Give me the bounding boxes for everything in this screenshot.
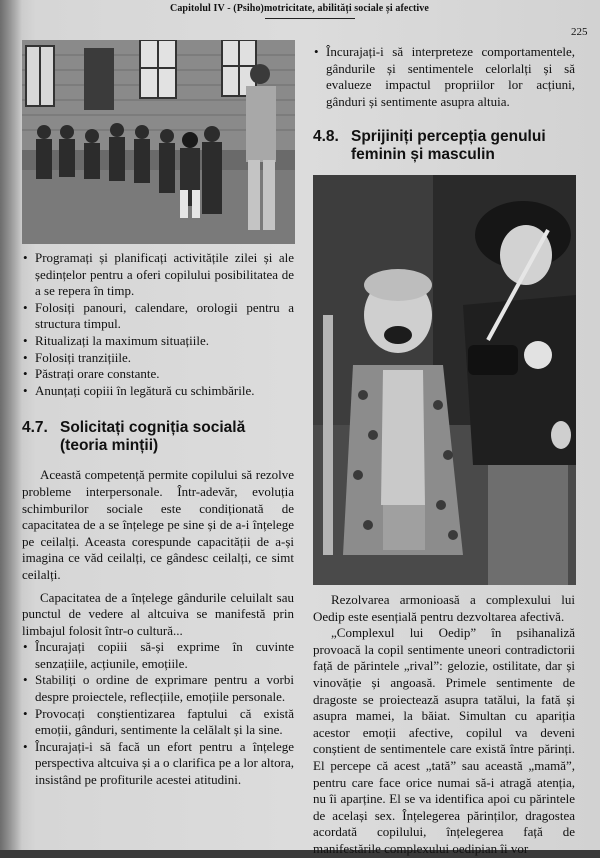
list-item: • Programați și planificați activitățile zilei și ale ședințelor pentru a oferi copilului posibilitatea de a se repera în timp. xyxy=(22,250,294,300)
bullet-list-interpret xyxy=(313,44,575,110)
section-heading-4-7 xyxy=(22,419,294,455)
list-item: • Ritualizați la maximum situațiile. xyxy=(22,333,294,350)
list-item: • Provocați conștientizarea faptului că există emoții, gânduri, sentimente la celălalt și la sine. xyxy=(22,706,294,739)
paragraph: Rezolvarea armonioasă a complexului lui Oedip este esențială pentru dezvoltarea afectivă. xyxy=(313,592,575,624)
list-item: • Încurajați copiii să-și exprime în cuvinte senzațiile, acțiunile, emoțiile. xyxy=(22,639,294,672)
right-column-bottom xyxy=(313,592,575,858)
paragraph: Această competență permite copilului să rezolve probleme interpersonale. Într-adevăr, evoluția schimburilor sociale este condiționată de capacitatea de a se înțelege pe sine și de a-i înțelege pe ceilalți. Aceasta corespunde capacității de a-și imagina ce văd ceilalți, ce gândesc ceilalți, ce simt ceilalți. xyxy=(22,467,294,582)
bullet-list-time xyxy=(22,250,294,399)
page-number: 225 xyxy=(571,26,588,38)
bullet-list-social xyxy=(22,639,294,788)
paragraph: Capacitatea de a înțelege gândurile celuilalt sau punctul de vedere al altcuiva se manifestă prin limbajul folosit într-o cultură... xyxy=(22,589,294,638)
paragraph: „Complexul lui Oedip” în psihanaliză provoacă la copil sentimente uneori contradictorii față de părintele „rival”: gelozie, ostilitate, dar și vinovăție și angoasă. Primele sentimente de dragoste se proiectează asupra tatălui, la fată și asupra mamei, la băiat. Simultan cu apariția acestor emoții afective, copilul va deveni conștient de sentimentele care există între părinți. El percepe că acest „tată” sau această „mamă”, pentru care face orice numai să-i atragă atenția, nu îi aparține. El se va identifica apoi cu părintele de același sex. Înțelegerea părinților, dragostea acordată copilului, înțelegerea față de manifestările complexului oedipian îi vor xyxy=(313,625,575,856)
photo-children-schoolyard xyxy=(22,40,295,244)
section-heading-4-8 xyxy=(313,128,575,164)
section-number: 4.7. xyxy=(22,419,48,437)
list-item: • Încurajați-i să facă un efort pentru a înțelege perspectiva altcuiva și a o clarifica pe a lor altora, insistând pe profiturile acestei atitudini. xyxy=(22,739,294,789)
list-item: • Stabiliți o ordine de exprimare pentru a vorbi despre proiectele, reflecțiile, emoțiile personale. xyxy=(22,672,294,705)
section-title: Sprijiniți percepția genului feminin și masculin xyxy=(351,128,546,164)
list-item: • Anunțați copiii în legătură cu schimbările. xyxy=(22,383,294,400)
page-gutter-shadow xyxy=(0,0,22,850)
list-item: • Folosiți tranzițiile. xyxy=(22,350,294,367)
section-title: Solicitați cogniția socială (teoria minții) xyxy=(60,419,246,455)
photo-children-costumes xyxy=(313,175,576,585)
left-column xyxy=(22,250,294,789)
running-header: Capitolul IV - (Psiho)motricitate, abilități sociale și afective xyxy=(170,3,429,14)
right-column-top xyxy=(313,44,575,164)
section-number: 4.8. xyxy=(313,128,339,146)
list-item: • Încurajați-i să interpreteze comportamentele, gândurile și sentimentele celorlalți și să evalueze impactul propriilor lor acțiuni, gânduri și sentimente asupra altuia. xyxy=(313,44,575,110)
list-item: • Păstrați orare constante. xyxy=(22,366,294,383)
header-rule xyxy=(265,18,355,19)
list-item: • Folosiți panouri, calendare, orologii pentru a structura timpul. xyxy=(22,300,294,333)
